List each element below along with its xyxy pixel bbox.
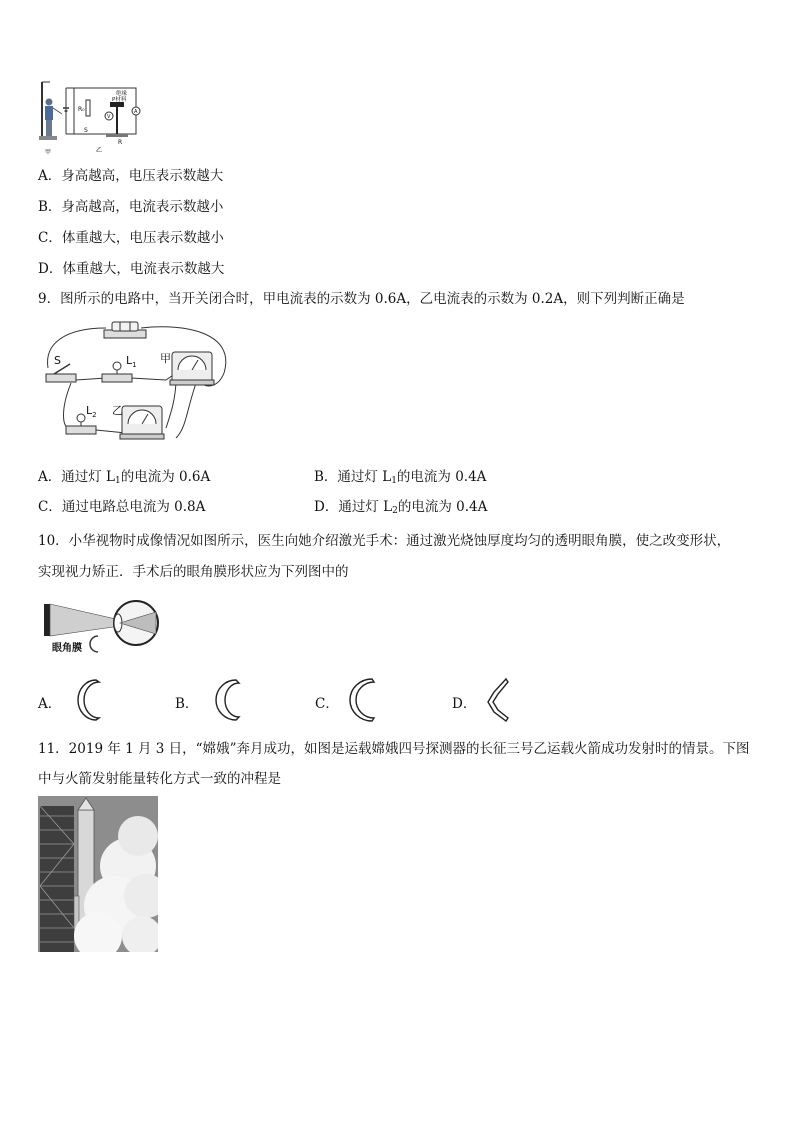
q9-label-yi: 乙 [112, 404, 123, 417]
q10-eye-diagram [40, 596, 162, 658]
q8-circuit-diagram [36, 78, 156, 158]
q9-option-c [38, 498, 205, 516]
q9-label-l1-sub: 1 [132, 361, 137, 369]
q10-option-b-letter: B． [175, 696, 199, 712]
q9-option-d-pre: 通过灯 L [338, 499, 393, 515]
q9-option-d-post: 的电流为 0.4A [397, 499, 488, 515]
q9-label-s: S [54, 354, 61, 367]
q9-option-c-letter: C． [38, 499, 62, 515]
q9-option-a-post: 的电流为 0.6A [120, 469, 211, 485]
q10-fig-label-cornea: 眼角膜 [52, 643, 82, 654]
q10-stem-line1: 10．小华视物时成像情况如图所示，医生向她介绍激光手术：通过激光烧蚀厚度均匀的透明眼角膜，使之改变形状， [38, 533, 731, 549]
q8-label-insulating: 绝缘 [116, 91, 128, 97]
q8-label-s: S [84, 127, 88, 134]
q8-option-d-letter: D． [38, 261, 63, 277]
q9-option-d [314, 498, 487, 520]
q9-label-l1-main: L [126, 354, 133, 367]
q10-option-a-shape [66, 676, 106, 724]
q10-option-a-letter: A． [38, 696, 62, 712]
q8-label-r0: R₀ [78, 106, 85, 113]
q9-option-d-letter: D． [314, 499, 339, 515]
q10-option-c-shape [340, 676, 380, 724]
q9-option-d-sub: 2 [392, 506, 398, 516]
q11-rocket-photo [38, 796, 158, 952]
q8-option-b [38, 198, 223, 216]
q10-figure [40, 596, 162, 658]
q9-option-b-sub: 1 [391, 476, 397, 486]
q8-option-d [38, 260, 224, 278]
q8-option-b-text: 身高越高，电流表示数越小 [61, 199, 224, 215]
q8-label-v: V [107, 114, 111, 120]
q8-label-yi: 乙 [96, 147, 103, 154]
q11-stem-line2: 中与火箭发射能量转化方式一致的冲程是 [38, 771, 281, 787]
q11-rocket-image [38, 796, 158, 952]
q8-option-c-text: 体重越大，电压表示数越小 [61, 230, 224, 246]
q9-label-jia: 甲 [160, 352, 171, 365]
q8-label-r: R [118, 139, 123, 146]
q8-label-jia: 甲 [45, 149, 52, 156]
q9-option-b [314, 468, 486, 490]
q10-option-a [38, 692, 61, 712]
q10-option-d-letter: D． [452, 696, 477, 712]
q9-option-a-pre: 通过灯 L [61, 469, 116, 485]
q9-option-b-post: 的电流为 0.4A [396, 469, 487, 485]
q10-option-c [315, 692, 339, 712]
q9-figure [36, 318, 236, 448]
q9-label-l2-main: L [86, 404, 93, 417]
q8-label-p-material: P材料 [112, 97, 127, 103]
q9-option-b-pre: 通过灯 L [337, 469, 392, 485]
q8-option-b-letter: B． [38, 199, 62, 215]
q8-label-a: A [134, 109, 138, 115]
q9-stem: 9．图所示的电路中，当开关闭合时，甲电流表的示数为 0.6A，乙电流表的示数为 0.2A，则下列判断正确是 [38, 291, 685, 307]
q8-option-a [38, 167, 223, 185]
q10-option-b-shape [204, 676, 244, 724]
q9-label-l2 [86, 404, 97, 419]
q9-option-a [38, 468, 210, 490]
q9-label-l2-sub: 2 [92, 411, 97, 419]
q8-option-c-letter: C． [38, 230, 62, 246]
q9-option-a-letter: A． [38, 469, 62, 485]
q10-stem-line2: 实现视力矫正．手术后的眼角膜形状应为下列图中的 [38, 564, 349, 580]
q10-option-b [175, 692, 198, 712]
q11-stem-line1: 11．2019 年 1 月 3 日，“嫦娥”奔月成功，如图是运载嫦娥四号探测器的长征三号乙运载火箭成功发射时的情景。下图 [38, 741, 750, 757]
q8-option-a-letter: A． [38, 168, 62, 184]
q8-option-c [38, 229, 224, 247]
q9-option-b-letter: B． [314, 469, 338, 485]
q10-option-d [452, 692, 476, 712]
q9-option-c-pre: 通过电路总电流为 0.8A [61, 499, 206, 515]
q10-option-d-shape [476, 676, 516, 724]
q8-option-d-text: 体重越大，电流表示数越大 [62, 261, 225, 277]
q9-option-a-sub: 1 [115, 476, 121, 486]
q9-circuit-diagram [36, 318, 236, 448]
q10-option-c-letter: C． [315, 696, 339, 712]
q8-figure [36, 78, 156, 158]
q9-label-l1 [126, 354, 137, 369]
q8-option-a-text: 身高越高，电压表示数越大 [61, 168, 224, 184]
